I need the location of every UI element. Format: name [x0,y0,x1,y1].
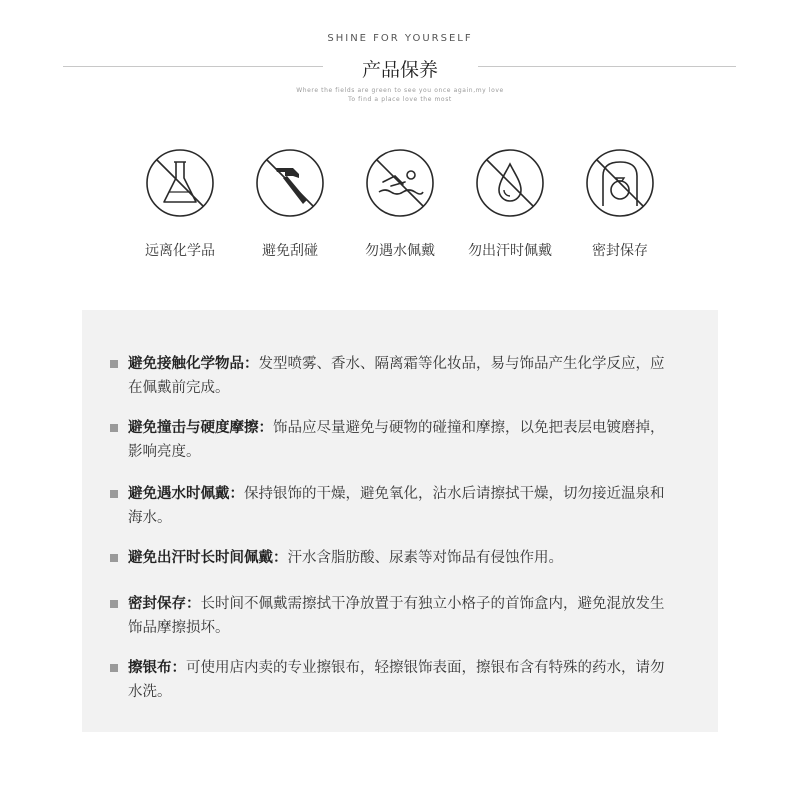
care-item [110,546,698,570]
page-title: 产品保养 [361,59,438,81]
swimmer-icon [365,148,435,218]
bullet-square-icon [110,424,118,432]
care-item [110,416,698,464]
care-icons-row [0,148,800,268]
tagline-line-1: Where the fields are green to see you once again,my love [296,87,504,94]
care-item-body: 饰品应尽量避免与硬物的碰撞和摩擦，以免把表层电镀磨掉， [273,420,665,436]
icon-item-sweat [450,148,570,260]
care-item-text [128,416,698,464]
care-item-heading: 避免出汗时长时间佩戴： [128,550,288,566]
tagline-line-2: To find a place love the most [348,96,452,103]
flask-icon [145,148,215,218]
hammer-icon [255,148,325,218]
care-item-text [128,352,698,400]
bullet-square-icon [110,664,118,672]
icon-item-impact [230,148,350,260]
care-item [110,656,698,704]
care-item-body-cont: 在佩戴前完成。 [128,380,230,396]
icon-label: 勿遇水佩戴 [365,243,435,259]
care-item-heading: 擦银布： [128,660,186,676]
care-item [110,352,698,400]
care-item-body-cont: 影响亮度。 [128,444,201,460]
icon-item-sealed [560,148,680,260]
care-item-body: 保持银饰的干燥，避免氧化，沾水后请擦拭干燥，切勿接近温泉和 [244,486,665,502]
care-item-body: 可使用店内卖的专业擦银布，轻擦银饰表面，擦银布含有特殊的药水，请勿 [186,660,665,676]
care-item-body-cont: 水洗。 [128,684,172,700]
care-item-body-cont: 饰品摩擦损坏。 [128,620,230,636]
eyebrow-text: SHINE FOR YOURSELF [327,33,473,44]
icon-item-water [340,148,460,260]
icon-label: 勿出汗时佩戴 [468,243,552,259]
bullet-square-icon [110,600,118,608]
care-item [110,482,698,530]
bullet-square-icon [110,360,118,368]
care-item-text [128,482,698,530]
icon-label: 避免刮碰 [262,243,318,259]
care-item-body: 发型喷雾、香水、隔离霜等化妆品，易与饰品产生化学反应，应 [258,356,665,372]
icon-label: 密封保存 [592,243,648,259]
care-item-text [128,592,698,640]
care-item-body: 汗水含脂肪酸、尿素等对饰品有侵蚀作用。 [287,550,563,566]
care-item-heading: 避免遇水时佩戴： [128,486,244,502]
care-instructions-panel [82,310,718,732]
care-item-text [128,546,698,570]
icon-label: 远离化学品 [145,243,215,259]
page-header [0,0,800,110]
bullet-square-icon [110,554,118,562]
icon-item-chemicals [120,148,240,260]
care-item-text [128,656,698,704]
ring-icon [585,148,655,218]
care-item [110,592,698,640]
tagline [0,86,800,104]
care-item-body: 长时间不佩戴需擦拭干净放置于有独立小格子的首饰盒内，避免混放发生 [200,596,665,612]
care-item-heading: 密封保存： [128,596,201,612]
care-item-body-cont: 海水。 [128,510,172,526]
sweat-drop-icon [475,148,545,218]
care-item-heading: 避免撞击与硬度摩擦： [128,420,273,436]
bullet-square-icon [110,490,118,498]
care-item-heading: 避免接触化学物品： [128,356,259,372]
